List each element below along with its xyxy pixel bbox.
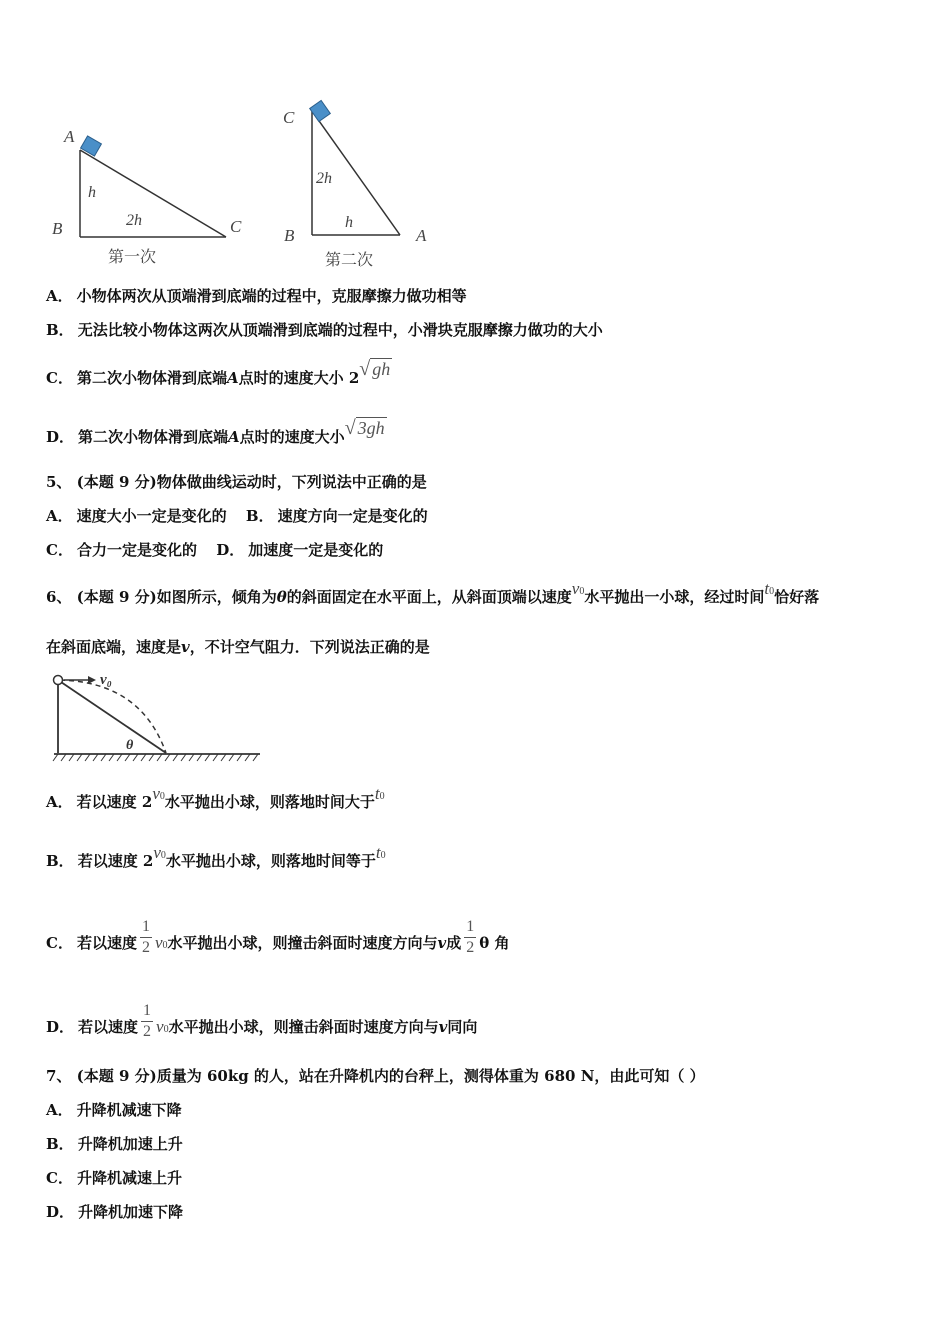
q6-c-label: C． [46,933,73,952]
q5-options-ab [46,506,428,526]
q4-d-label: D． [46,428,75,446]
t0-symbol: t0 [375,843,386,862]
ball [54,676,63,685]
q6-c-v: v [437,933,447,952]
q4-option-b [46,320,603,340]
q4-c-point: A [226,369,239,387]
label-b2: B [284,226,295,245]
q4-option-c [46,358,392,388]
q4-c-pre: 第二次小物体滑到底端 [76,369,227,387]
q5-b-text: 速度方向一定是变化的 [277,507,428,525]
q6-stem-line1 [46,579,820,610]
q4-d-point: A [228,428,240,446]
q6-d-pre: 若以速度 [78,1017,139,1036]
q7-d-text: 升降机加速下降 [78,1203,184,1221]
q6-a-pre: 若以速度 2 [76,793,153,811]
q5-d-label: D． [216,541,245,559]
block-c [310,100,331,121]
q7-option-a [46,1100,182,1120]
label-2h2: 2h [316,170,332,187]
q6-option-b [46,843,386,874]
q7-option-d [46,1202,183,1222]
v0-symbol: v0 [152,784,165,803]
q6-stem-1d: 恰好落 [774,588,820,606]
q5-a-label: A． [46,507,73,525]
q6-stem-2a: 在斜面底端，速度是 [46,638,182,656]
q7-stem [46,1066,705,1086]
q6-a-mid: 水平抛出小球，则落地时间大于 [164,793,375,811]
q7-c-text: 升降机减速上升 [76,1169,182,1187]
fig-v0-label: v₀ [100,672,112,688]
q7-option-c [46,1168,182,1188]
q6-d-post: 同向 [447,1017,478,1036]
q6-c-mid: 水平抛出小球，则撞击斜面时速度方向与 [167,933,438,952]
q6-option-a [46,784,385,815]
caption-second: 第二次 [325,252,374,269]
v0-symbol: v0 [154,932,168,952]
label-c2: C [283,108,295,127]
label-2h: 2h [126,212,142,229]
q6-b-mid: 水平抛出小球，则落地时间等于 [165,852,376,870]
label-b: B [52,219,63,238]
label-a: A [64,127,75,146]
q7-option-b [46,1134,183,1154]
sqrt-gh: √ gh [359,358,391,380]
q6-stem-1b: 的斜面固定在水平面上，从斜面顶端以速度 [286,588,572,606]
q4-c-label: C． [46,369,73,387]
q7-a-label: A． [46,1101,73,1119]
q6-c-post: θ 角 [479,933,510,952]
q5-c-text: 合力一定是变化的 [76,541,197,559]
v0-symbol: v0 [571,579,585,598]
q6-c-mid2: 成 [446,933,462,952]
q4-option-d [46,417,387,447]
q4-d-pre: 第二次小物体滑到底端 [78,428,229,446]
q6-c-pre: 若以速度 [76,933,137,952]
label-h2: h [345,214,353,231]
q4-b-text: 无法比较小物体这两次从顶端滑到底端的过程中，小滑块克服摩擦力做功的大小 [77,321,603,339]
q7-c-label: C． [46,1169,73,1187]
fig-theta-label: θ [126,738,134,753]
q7-stem-text: 7、 (本题 9 分)质量为 60kg 的人，站在升降机内的台秤上，测得体重为 680 N，由此可知（ ） [46,1067,705,1085]
q7-d-label: D． [46,1203,75,1221]
q6-option-d [46,1002,478,1048]
first-incline [52,127,242,266]
t0-symbol: t0 [374,784,385,803]
q4-c-mid: 点时的速度大小 2 [238,369,360,387]
q4-d-mid: 点时的速度大小 [239,428,345,446]
q6-d-mid: 水平抛出小球，则撞击斜面时速度方向与 [168,1017,439,1036]
q6-stem-v: v [181,638,190,656]
v0-symbol: v0 [153,843,166,862]
second-incline [283,100,427,269]
q4-a-text: 小物体两次从顶端滑到底端的过程中，克服摩擦力做功相等 [76,287,467,305]
q5-a-text: 速度大小一定是变化的 [76,507,227,525]
q6-d-label: D． [46,1017,75,1036]
t0-symbol: t0 [764,579,775,598]
q6-theta: θ [276,588,287,606]
label-c: C [230,217,242,236]
q6-d-v: v [438,1017,448,1036]
q5-b-label: B． [245,507,274,525]
q5-d-text: 加速度一定是变化的 [248,541,384,559]
caption-first: 第一次 [108,249,157,266]
q4-b-label: B． [46,321,74,339]
sqrt-3gh: √ 3gh [344,417,385,439]
q5-c-label: C． [46,541,73,559]
q7-b-text: 升降机加速上升 [77,1135,183,1153]
q5-options-cd [46,540,383,560]
fraction-half: $\frac{1}{2}$ [141,918,150,956]
q6-a-label: A． [46,793,73,811]
label-h: h [88,184,96,201]
fraction-half: $\frac{1}{2}$ [143,1002,152,1040]
q6-stem-1c: 水平抛出一小球，经过时间 [584,588,765,606]
fraction-half: $\frac{1}{2}$ [466,918,475,956]
q6-b-pre: 若以速度 2 [77,852,154,870]
q4-option-a [46,286,467,306]
q6-stem-1a: 6、 (本题 9 分)如图所示，倾角为 [46,588,277,606]
v0-symbol: v0 [156,1016,169,1036]
q4-a-label: A． [46,287,73,305]
q6-option-c [46,918,510,964]
label-a2: A [416,226,427,245]
q7-b-label: B． [46,1135,74,1153]
q7-a-text: 升降机减速下降 [76,1101,182,1119]
q6-stem-2b: ，不计空气阻力．下列说法正确的是 [189,638,430,656]
incline-figure [40,95,460,275]
q5-stem-text: 5、 (本题 9 分)物体做曲线运动时，下列说法中正确的是 [46,473,427,491]
q6-b-label: B． [46,852,74,870]
q5-stem [46,472,427,492]
q6-stem-line2 [46,637,430,657]
projectile-figure [46,668,266,768]
